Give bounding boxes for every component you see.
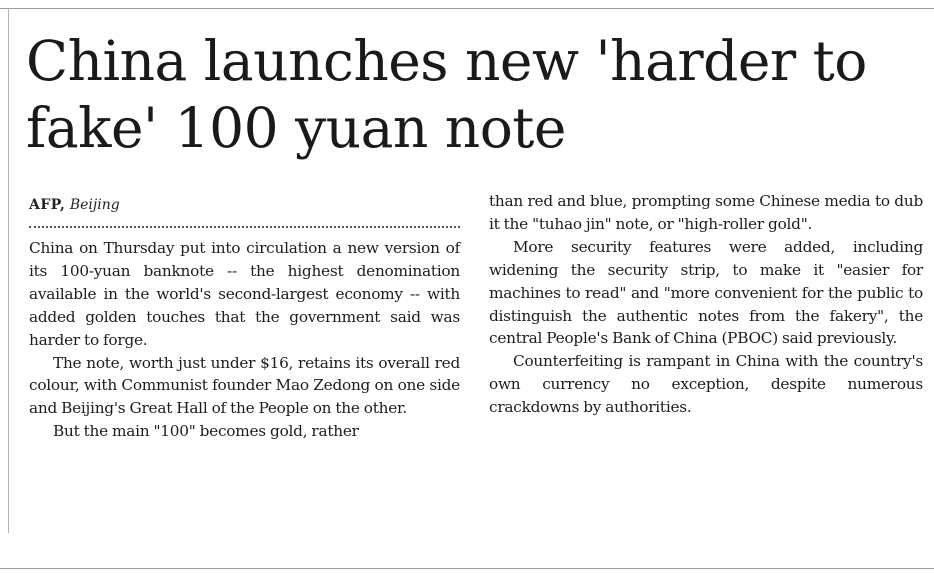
paragraph: China on Thursday put into circulation a new version of its 100-yuan banknote -- the highest denomination available in the world's second-largest economy -- with added golden touches that the government said was harder to forge.: [29, 239, 460, 349]
paragraph: More security features were added, including widening the security strip, to make it "easier for machines to read" and "more convenient for the public to distinguish the authentic notes from the fakery", the central People's Bank of China (PBOC) said previously.: [489, 237, 923, 348]
headline: China launches new 'harder to fake' 100 yuan note: [26, 29, 867, 160]
left-column-rule: [8, 8, 9, 533]
paragraph: The note, worth just under $16, retains its overall red colour, with Communist founder Mao Zedong on one side and Beijing's Great Hall of the People on the other.: [29, 353, 460, 418]
bottom-rule: [0, 568, 934, 569]
article-column-left: [29, 237, 460, 443]
byline: [29, 196, 120, 214]
byline-agency: AFP,: [29, 197, 66, 213]
paragraph: than red and blue, prompting some Chinese media to dub it the "tuhao jin" note, or "high-roller gold".: [489, 192, 923, 233]
paragraph: Counterfeiting is rampant in China with the country's own currency no exception, despite numerous crackdowns by authorities.: [489, 352, 923, 417]
dotted-separator: [29, 226, 460, 228]
article-column-right: [489, 190, 923, 419]
byline-place: Beijing: [69, 197, 120, 213]
top-rule: [0, 8, 934, 9]
paragraph: But the main "100" becomes gold, rather: [53, 422, 359, 441]
